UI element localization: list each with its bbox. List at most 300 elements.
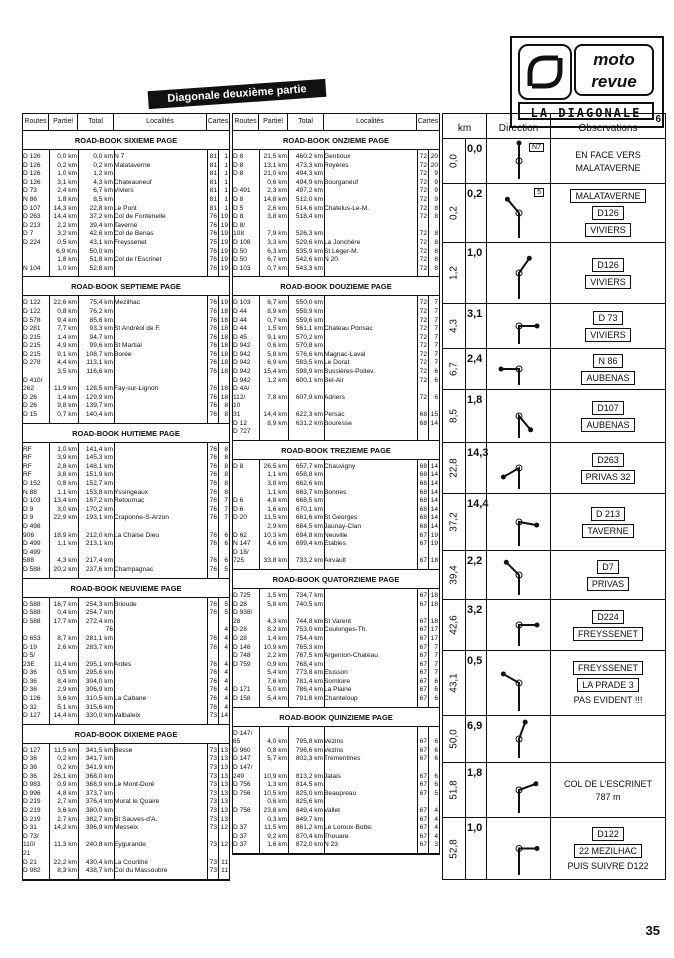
locality: St Varent — [324, 617, 351, 625]
total-km: 662,6 km — [295, 480, 323, 487]
section-rows — [23, 150, 229, 276]
locality: Etusson — [324, 669, 348, 677]
total-km — [78, 850, 114, 859]
route — [233, 480, 259, 489]
map-fold: 6 — [434, 376, 438, 384]
map-number: 68 — [419, 411, 427, 419]
table-row — [233, 170, 439, 179]
table-row — [23, 162, 229, 171]
table-row — [233, 368, 439, 377]
map-fold: 1 — [224, 187, 228, 195]
route — [233, 678, 259, 687]
route: D 108 — [233, 238, 251, 246]
map-fold: 6 — [434, 772, 438, 780]
partial-km: 0,5 km — [57, 238, 77, 246]
locality — [324, 601, 417, 610]
table-row — [23, 790, 229, 799]
table-row — [233, 334, 439, 343]
locality — [114, 463, 207, 472]
observation-cell — [551, 651, 665, 715]
total-km: 658,8 km — [295, 471, 323, 479]
map-fold — [428, 222, 439, 231]
total-km: 872,0 km — [295, 841, 323, 849]
map-number — [417, 549, 428, 558]
route: D 50 — [233, 256, 247, 264]
total-km — [288, 385, 324, 394]
table-row — [233, 781, 439, 790]
route: D 410/ — [23, 376, 43, 384]
route — [23, 368, 49, 377]
map-number: 76 — [209, 669, 217, 677]
roadbook-sheet — [442, 113, 666, 880]
section-title: ROAD-BOOK QUATORZIEME PAGE — [233, 570, 439, 589]
map-fold — [428, 798, 439, 807]
total-km: 4,3 km — [93, 178, 113, 186]
locality — [114, 704, 207, 713]
partial-km: 1,3 km — [267, 781, 287, 789]
table-row — [233, 179, 439, 188]
table-header — [233, 114, 439, 131]
map-fold: 4 — [434, 807, 438, 814]
observation-text: COL DE L'ESCRINET — [564, 778, 652, 789]
map-number: 76 — [209, 703, 217, 711]
total-km: 791,8 km — [295, 695, 323, 703]
route: D 942 — [233, 368, 251, 376]
route: D 147/ — [233, 764, 253, 772]
total-km: 781,4 km — [295, 677, 323, 685]
total-km: 765,3 km — [295, 643, 323, 651]
map-fold: 8 — [224, 471, 228, 479]
observation-text: EN FACE VERS — [575, 149, 641, 160]
map-fold: 4 — [224, 626, 228, 634]
partial-km: 1,4 km — [57, 393, 77, 401]
locality: Freyssenet — [114, 238, 147, 246]
map-fold: 18 — [220, 368, 228, 376]
road-panel: VIVIERS — [585, 223, 631, 237]
map-fold: 18 — [220, 316, 228, 324]
map-number: 73 — [209, 807, 217, 814]
locality: Bonnes — [324, 488, 347, 496]
total-km — [288, 609, 324, 618]
partial-km: 5,1 km — [57, 703, 77, 711]
page-count: 6 — [655, 114, 661, 125]
partial-km: 0,8 km — [267, 746, 287, 754]
map-fold — [218, 549, 229, 558]
table-row — [233, 497, 439, 506]
partial-km: 10,3 km — [263, 531, 287, 539]
route: D 8 — [233, 213, 244, 221]
km-partial: 1,0 — [467, 822, 483, 834]
partial-km: 14,2 km — [53, 824, 77, 832]
map-fold: 14 — [220, 712, 228, 720]
map-fold: 18 — [220, 385, 228, 393]
partial-km: 1,8 km — [57, 256, 77, 264]
roadbook-step — [443, 716, 665, 763]
route: N 104 — [23, 264, 41, 272]
partial-km: 7,7 km — [57, 325, 77, 333]
partial-km — [259, 730, 288, 739]
total-km: 376,4 km — [85, 798, 113, 806]
partial-km: 4,6 km — [267, 540, 287, 548]
road-panel: PRIVAS — [587, 577, 629, 591]
table-row — [23, 187, 229, 196]
map-fold: 18 — [220, 325, 228, 333]
tulip-arrow-icon — [487, 651, 551, 715]
map-number: 76 — [209, 393, 217, 401]
partial-km: 0,4 km — [57, 609, 77, 617]
locality: Yssingeaux — [114, 488, 149, 496]
locality: Besse — [114, 746, 133, 754]
route: D 20 — [233, 514, 247, 522]
total-km: 518,4 km — [295, 213, 323, 221]
total-km: 52,8 km — [89, 264, 113, 272]
total-km — [288, 222, 324, 231]
map-fold: 14 — [430, 480, 438, 487]
route: N 147 — [233, 540, 251, 548]
table-row — [233, 807, 439, 816]
map-fold: 18 — [430, 617, 438, 625]
route: D 8 — [233, 170, 244, 178]
road-panel: MALATAVERNE — [570, 189, 645, 203]
map-fold: 8 — [224, 488, 228, 496]
locality — [114, 678, 207, 687]
total-km: 37,2 km — [89, 213, 113, 221]
map-number: 73 — [209, 764, 217, 772]
total-km: 849,4 km — [295, 807, 323, 814]
map-fold: 19 — [220, 238, 228, 246]
map-fold: 7 — [434, 669, 438, 677]
locality: La Jonchère — [324, 238, 361, 246]
map-number: 72 — [419, 247, 427, 255]
route — [233, 798, 259, 807]
roadbook-section — [233, 570, 439, 708]
partial-km: 33,8 km — [263, 557, 287, 565]
table-row — [233, 833, 439, 842]
column-divider — [49, 443, 50, 578]
map-number: 67 — [419, 600, 427, 608]
header-localites: Localités — [114, 114, 207, 130]
table-row — [233, 162, 439, 171]
total-km: 849,7 km — [295, 815, 323, 823]
map-number: 76 — [209, 445, 217, 453]
table-row — [233, 557, 439, 566]
column-divider — [78, 443, 79, 578]
map-number: 76 — [209, 462, 217, 470]
map-fold: 18 — [220, 393, 228, 401]
header-cartes: Cartes — [417, 118, 439, 125]
locality: N 20 — [324, 256, 338, 264]
locality: Brioude — [114, 600, 137, 608]
partial-km: 6,7 km — [267, 256, 287, 264]
map-number: 72 — [419, 376, 427, 384]
partial-km: 8,7 km — [57, 634, 77, 642]
locality: Le Mont-Doré — [114, 781, 155, 789]
locality: Chauvigny — [324, 462, 356, 470]
locality — [324, 781, 417, 790]
partial-km: 2,7 km — [57, 815, 77, 823]
partial-km: 11,3 km — [54, 841, 77, 849]
map-number: 76 — [209, 350, 217, 358]
route: D 103 — [23, 497, 41, 505]
total-km: 6,7 km — [93, 187, 113, 195]
locality: Borée — [114, 350, 132, 358]
map-number: 73 — [209, 798, 217, 806]
locality: Jaunay-Clan — [324, 522, 362, 530]
section-rows — [23, 443, 229, 578]
km-total: 0,2 — [448, 206, 460, 220]
partial-km: 3,8 km — [267, 480, 287, 487]
map-fold: 7 — [434, 652, 438, 660]
table-row — [233, 480, 439, 489]
partial-km: 2,9 km — [57, 686, 77, 694]
map-number: 72 — [419, 256, 427, 264]
route: D 219 — [23, 807, 41, 814]
route: D 146 — [233, 643, 251, 651]
column-divider — [259, 460, 260, 569]
route: D 122 — [23, 307, 41, 315]
partial-km: 11,5 km — [54, 746, 77, 754]
map-fold: 19 — [430, 531, 438, 539]
partial-km: 9,8 km — [57, 402, 77, 410]
route: 10 — [233, 402, 241, 410]
total-km: 396,9 km — [85, 824, 113, 832]
partial-km: 4,3 km — [267, 617, 287, 625]
total-km: 734,7 km — [295, 591, 323, 599]
total-km: 50,0 km — [89, 247, 113, 255]
map-number: 68 — [419, 480, 427, 487]
route: D 213 — [23, 221, 41, 229]
roadbook-step — [443, 390, 665, 443]
partial-km: 26,5 km — [263, 462, 287, 470]
map-fold: 14 — [430, 471, 438, 479]
section-title: ROAD-BOOK SEPTIEME PAGE — [23, 277, 229, 296]
locality — [324, 196, 417, 205]
partial-km: 14,8 km — [263, 195, 287, 203]
column-divider — [207, 443, 208, 578]
map-fold — [428, 385, 439, 394]
locality: Neuville — [324, 531, 348, 539]
total-km: 108,7 km — [85, 350, 113, 358]
total-km: 128,5 km — [85, 385, 113, 393]
table-row — [23, 601, 229, 610]
map-fold: 17 — [430, 626, 438, 634]
table-row — [233, 420, 439, 429]
route: D 26 — [23, 402, 37, 410]
route: D 45 — [233, 333, 247, 341]
total-km: 341,9 km — [85, 764, 113, 772]
map-fold: 7 — [434, 299, 438, 307]
km-partial: 6,9 — [467, 720, 483, 732]
column-divider — [324, 296, 325, 440]
route: D 28 — [233, 626, 247, 634]
map-number: 76 — [209, 686, 217, 694]
locality — [324, 816, 417, 825]
route: D 9 — [23, 514, 34, 522]
map-fold — [218, 618, 229, 627]
map-number: 68 — [419, 497, 427, 505]
table-row — [23, 325, 229, 334]
locality — [324, 342, 417, 351]
table-row — [23, 497, 229, 506]
column-divider — [259, 296, 260, 440]
route: D 7 — [23, 230, 34, 238]
observation-cell — [551, 551, 665, 599]
partial-km: 9,2 km — [267, 832, 287, 840]
route: D 942 — [233, 359, 251, 367]
route: D 36 — [23, 686, 37, 694]
partial-km: 2,6 km — [57, 643, 77, 651]
table-row — [23, 824, 229, 833]
column-divider — [207, 744, 208, 879]
locality: Somloire — [324, 677, 351, 685]
map-fold: 13 — [220, 815, 228, 823]
tulip-arrow-icon — [487, 494, 551, 550]
table-row — [233, 402, 439, 411]
route: 249 — [233, 772, 245, 780]
map-fold: 9 — [434, 187, 438, 195]
header-localites: Localités — [324, 114, 417, 130]
map-fold: 13 — [220, 789, 228, 797]
route: RF — [23, 471, 32, 479]
route: D 982 — [23, 867, 41, 875]
route: D 107 — [23, 204, 41, 212]
locality — [114, 334, 207, 343]
map-fold: 13 — [220, 755, 228, 763]
map-fold: 9 — [434, 170, 438, 178]
total-km: 310,5 km — [85, 695, 113, 703]
map-number: 76 — [209, 497, 217, 505]
table-row — [23, 850, 229, 859]
km-total-cell — [443, 494, 466, 550]
header-routes: Routes — [233, 114, 259, 130]
map-fold: 9 — [434, 178, 438, 186]
total-km: 786,4 km — [295, 686, 323, 694]
locality — [114, 790, 207, 799]
map-number: 76 — [209, 540, 217, 548]
total-km: 543,3 km — [295, 264, 323, 272]
column-divider — [218, 150, 219, 276]
map-number: 76 — [209, 213, 217, 221]
column-divider — [428, 150, 429, 276]
map-fold: 1 — [224, 178, 228, 186]
locality — [324, 230, 417, 239]
table-row — [233, 635, 439, 644]
locality: Chatelus-Le-M. — [324, 204, 370, 212]
partial-km: 1,1 km — [267, 488, 287, 496]
map-fold: 1 — [224, 170, 228, 178]
map-number — [207, 618, 218, 627]
partial-km: 8,3 km — [57, 867, 77, 875]
table-row — [233, 798, 439, 807]
partial-km: 14,4 km — [53, 213, 77, 221]
map-number: 67 — [419, 772, 427, 780]
locality — [114, 686, 207, 695]
table-row — [23, 523, 229, 532]
partial-km — [49, 652, 78, 661]
map-number: 76 — [209, 247, 217, 255]
map-number: 76 — [209, 342, 217, 350]
road-panel: D126 — [592, 258, 624, 272]
locality — [114, 196, 207, 205]
total-km: 380,0 km — [85, 807, 113, 814]
direction-diagram — [487, 651, 551, 715]
total-km — [288, 428, 324, 437]
map-fold: 1 — [224, 161, 228, 169]
table-row — [233, 626, 439, 635]
total-km: 438,7 km — [85, 867, 113, 875]
map-number: 81 — [209, 195, 217, 203]
km-partial: 2,2 — [467, 555, 483, 567]
table-header — [23, 114, 229, 131]
total-km: 570,2 km — [295, 333, 323, 341]
route: D 756 — [233, 781, 251, 789]
column-divider — [428, 727, 429, 853]
route: D 32 — [23, 703, 37, 711]
locality: Col de Benas — [114, 230, 154, 238]
road-panel: D224 — [592, 610, 624, 624]
table-row — [23, 368, 229, 377]
total-km: 663,7 km — [295, 488, 323, 496]
partial-km: 20,2 km — [53, 565, 77, 573]
route: D 498 — [23, 522, 41, 530]
route: 110/ — [23, 841, 36, 849]
map-fold: 17 — [430, 634, 438, 642]
section-rows — [23, 744, 229, 879]
map-number: 73 — [209, 841, 217, 849]
map-number — [417, 609, 428, 618]
table-row — [233, 609, 439, 618]
locality: Ardes — [114, 660, 132, 668]
map-number — [417, 402, 428, 411]
partial-km: 1,6 km — [267, 841, 287, 849]
direction-diagram — [487, 600, 551, 650]
map-fold: 8 — [224, 411, 228, 419]
column-divider — [207, 598, 208, 724]
table-row — [23, 213, 229, 222]
locality: Eygurande — [114, 841, 146, 849]
partial-km: 8,2 km — [267, 626, 287, 634]
table-row — [23, 454, 229, 463]
total-km: 607,9 km — [295, 393, 323, 401]
locality — [114, 265, 207, 274]
map-number: 67 — [419, 832, 427, 840]
total-km: 140,4 km — [85, 411, 113, 419]
total-km: 699,4 km — [295, 540, 323, 548]
road-sign: 5 — [534, 188, 544, 197]
table-row — [23, 816, 229, 825]
route: D 44 — [233, 325, 247, 333]
table-row — [23, 385, 229, 394]
map-number: 76 — [209, 316, 217, 324]
logo-emblem-icon — [518, 44, 572, 100]
total-km: 744,8 km — [295, 617, 323, 625]
observation-cell — [551, 763, 665, 817]
route: D 37 — [233, 832, 247, 840]
km-total-cell — [443, 551, 466, 599]
partial-km: 13,4 km — [53, 497, 77, 505]
road-panel: AUBENAS — [581, 418, 634, 432]
total-km — [288, 402, 324, 411]
table-row — [23, 351, 229, 360]
map-number: 76 — [209, 359, 217, 367]
route: D 588 — [23, 617, 41, 625]
section-rows — [233, 727, 439, 853]
map-number: 72 — [419, 161, 427, 169]
route: D 36 — [23, 677, 37, 685]
route: D 103 — [233, 299, 251, 307]
km-cell — [443, 763, 487, 817]
map-fold: 8 — [434, 204, 438, 212]
